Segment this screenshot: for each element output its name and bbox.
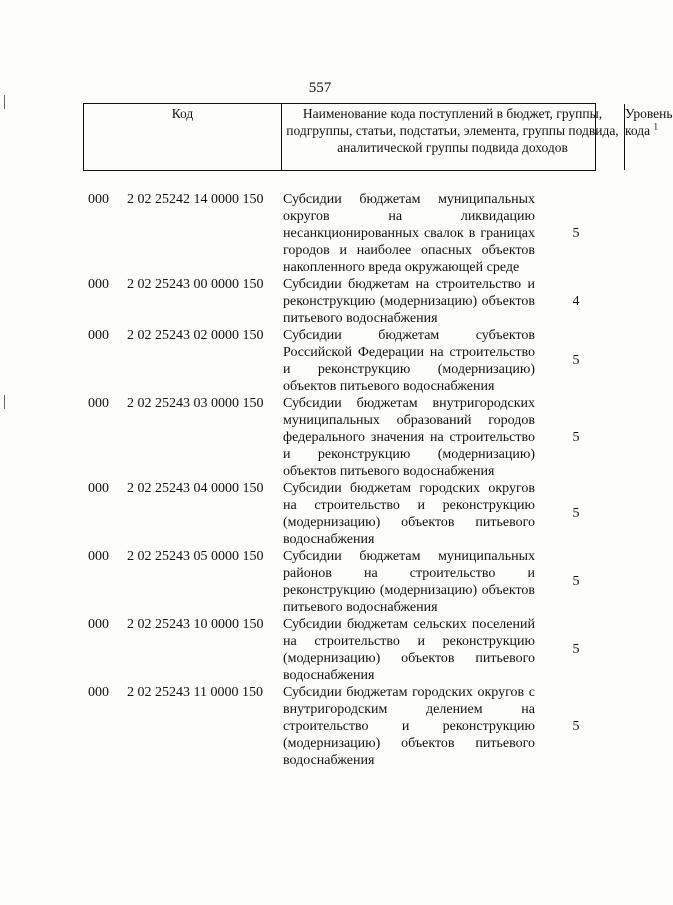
revenue-name: Субсидии бюджетам на строительство и реконструкцию (модернизацию) объектов питьевого водоснабжения xyxy=(283,277,535,326)
revenue-code: 2 02 25243 02 0000 150 xyxy=(127,328,264,343)
header-level-label: Уровень кода xyxy=(625,106,673,138)
revenue-name: Субсидии бюджетам муниципальных округов на ликвидацию несанкционированных свалок в границах городов и наиболее опасных объектов накопленного вреда окружающей среде xyxy=(283,192,535,275)
margin-mark xyxy=(4,95,5,109)
code-level: 5 xyxy=(572,574,580,589)
code-level: 5 xyxy=(572,429,580,445)
code-level: 5 xyxy=(572,353,580,368)
code-level: 5 xyxy=(572,642,580,657)
page-number: 557 xyxy=(308,80,332,96)
table-row xyxy=(0,327,640,395)
admin-code: 000 xyxy=(88,481,109,496)
admin-code: 000 xyxy=(88,685,109,700)
revenue-code: 2 02 25243 03 0000 150 xyxy=(127,396,264,411)
revenue-code: 2 02 25243 11 0000 150 xyxy=(127,685,263,700)
revenue-name: Субсидии бюджетам сельских поселений на строительство и реконструкцию (модернизацию) объектов питьевого водоснабжения xyxy=(283,617,535,683)
admin-code: 000 xyxy=(88,277,109,292)
table-row xyxy=(0,276,640,327)
revenue-code: 2 02 25243 05 0000 150 xyxy=(127,549,264,564)
revenue-code: 2 02 25242 14 0000 150 xyxy=(127,192,264,207)
code-level: 5 xyxy=(572,718,580,734)
code-level: 4 xyxy=(572,293,580,309)
code-level: 5 xyxy=(572,506,580,521)
table-row xyxy=(0,684,640,769)
revenue-name: Субсидии бюджетам муниципальных районов на строительство и реконструкцию (модернизацию) объектов питьевого водоснабжения xyxy=(283,549,535,615)
revenue-code: 2 02 25243 10 0000 150 xyxy=(127,617,264,632)
code-level: 5 xyxy=(572,225,580,241)
table-header xyxy=(83,103,673,171)
header-name: Наименование кода поступлений в бюджет, группы, подгруппы, статьи, подстатьи, элемента, группы подвида, аналитической группы подвида доходов xyxy=(281,104,623,170)
admin-code: 000 xyxy=(88,328,109,343)
admin-code: 000 xyxy=(88,617,109,632)
table-row xyxy=(0,480,640,548)
revenue-name: Субсидии бюджетам городских округов с внутригородским делением на строительство и реконструкцию (модернизацию) объектов питьевого водоснабжения xyxy=(283,685,535,768)
header-level xyxy=(624,104,673,170)
table-row xyxy=(0,616,640,684)
table-row xyxy=(0,191,640,276)
table-body xyxy=(0,191,640,769)
revenue-name: Субсидии бюджетам городских округов на строительство и реконструкцию (модернизацию) объектов питьевого водоснабжения xyxy=(283,481,535,547)
header-code: Код xyxy=(171,106,194,121)
revenue-code: 2 02 25243 00 0000 150 xyxy=(127,277,264,292)
revenue-name: Субсидии бюджетам внутригородских муниципальных образований городов федерального значения на строительство и реконструкцию (модернизацию) объектов питьевого водоснабжения xyxy=(283,396,535,479)
footnote-marker: 1 xyxy=(653,121,658,132)
admin-code: 000 xyxy=(88,396,109,411)
admin-code: 000 xyxy=(88,549,109,564)
table-row xyxy=(0,548,640,616)
revenue-name: Субсидии бюджетам субъектов Российской Федерации на строительство и реконструкцию (модернизацию) объектов питьевого водоснабжения xyxy=(283,328,535,394)
revenue-code: 2 02 25243 04 0000 150 xyxy=(127,481,264,496)
table-row xyxy=(0,395,640,480)
admin-code: 000 xyxy=(88,192,109,207)
